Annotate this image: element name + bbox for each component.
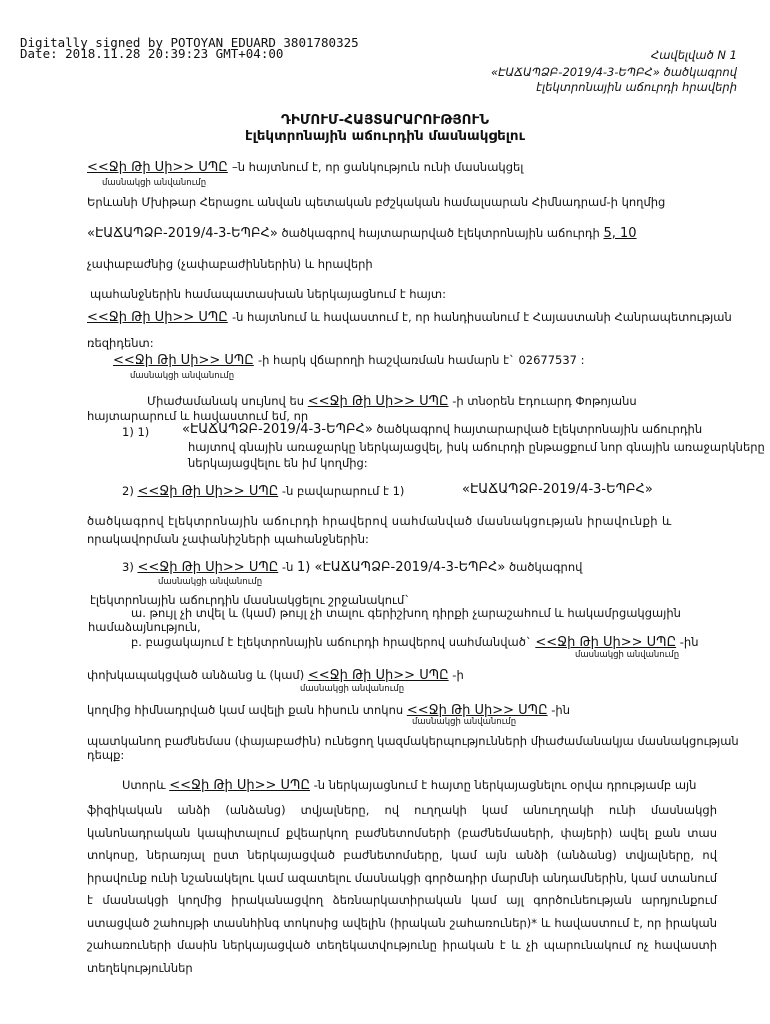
participant-caption: մասնակցի անվանումը — [130, 371, 235, 381]
item-3c-line: փոխկապակցված անձանց և (կամ) <<Ջի Թի Սի>> ՍՊԸ -ի — [87, 668, 464, 683]
participant-caption: մասնակցի անվանումը — [102, 178, 207, 188]
item-2-line-3: որակավորման չափանիշների պահանջներին: — [87, 532, 369, 546]
document-title: ԴԻՄՈՒՄ-ՀԱՅՏԱՐԱՐՈՒԹՅՈՒՆ — [281, 112, 489, 128]
item-3e-line-2: դեպք: — [87, 748, 125, 762]
item-3a-line-2: համաձայնություն, — [88, 620, 201, 634]
item-3-line: 3) <<Ջի Թի Սի>> ՍՊԸ -ն 1) «ԷԱՃԱՊՁԲ-2019/4-3-ԵՊԲՀ» ծածկագրով — [122, 560, 583, 575]
item-2-line-2: ծածկագրով էլեկտրոնային աճուրդի հրավերով սահմանված մասնակցության իրավունքի և — [87, 514, 672, 528]
organizer-line: Երևանի Մխիթար Հերացու անվան պետական բժշկական համալսարան Հիմնադրամ-ի կողմից — [87, 195, 666, 209]
item-3-line-2: էլեկտրոնային աճուրդին մասնակցելու շրջանակում` — [90, 593, 411, 607]
residency-line: <<Ջի Թի Սի>> ՍՊԸ -ն հայտնում և հավաստում է, որ հանդիսանում է Հայաստանի Հանրապետության — [87, 310, 732, 325]
tax-id-line: <<Ջի Թի Սի>> ՍՊԸ -ի հարկ վճարողի հաշվառման համարն է` 02677537 : — [113, 353, 585, 368]
item-2-line: 2) <<Ջի Թի Սի>> ՍՊԸ -ն բավարարում է 1) — [122, 484, 405, 499]
participant-caption: մասնակցի անվանումը — [575, 650, 680, 660]
beneficiary-paragraph: ֆիզիկական անձի (անձանց) տվյալները, ով ուղղակի կամ անուղղակի ունի մասնակցի կանոնադրական կապիտալում քվեարկող բաժնետոմսերի (բաժնեմասերի, փայերի) ավել քան տաս տոկոսը, ներառյալ ըստ ներկայացված բաժնետոմսերը, կամ այն անձի (անձանց) տվյալները, ով իրավունք ունի նշանակելու կամ ազատելու մասնակցի գործադիր մարմնի անդամներին, կամ ստանում է մասնակցի կողմից իրականացվող ձեռնարկատիրական կամ այլ գործունեության արդյունքում ստացված շահույթի տասնհինգ տոկոսից ավելին (իրական շահառուներ)* և հավաստում է, որ իրական շահառուների մասին ներկայացված տեղեկատվությունը իրական է և չի պարունակում ոչ հավաստի տեղեկություններ — [87, 803, 717, 975]
director-line: Միաժամանակ սույնով ես <<Ջի Թի Սի>> ՍՊԸ -ի տնօրեն Էդուարդ Փոթոյանս — [147, 394, 637, 409]
item-2-code: «ԷԱՃԱՊՁԲ-2019/4-3-ԵՊԲՀ» — [462, 482, 653, 497]
annex-number: Հավելված N 1 — [650, 48, 737, 62]
participant-caption: մասնակցի անվանումը — [158, 577, 263, 587]
beneficiary-line: Ստորև <<Ջի Թի Սի>> ՍՊԸ -ն ներկայացնում է հայտը ներկայացնելու օրվա դրությամբ այն — [122, 778, 697, 793]
signature-date: Date: 2018.11.28 20:39:23 GMT+04:00 — [20, 46, 284, 61]
item-1-line: «ԷԱՃԱՊՁԲ-2019/4-3-ԵՊԲՀ» ծածկագրով հայտարարված էլեկտրոնային աճուրդին — [182, 422, 703, 437]
item-1-number: 1) 1) — [122, 425, 150, 439]
item-1-line-3: ներկայացվելու են իմ կողմից: — [188, 456, 368, 470]
item-3e-line: պատկանող բաժնեմաս (փայաբաժին) ունեցող կազմակերպությունների միաժամանակյա մասնակցության — [87, 734, 739, 748]
participant-caption: մասնակցի անվանումը — [412, 717, 517, 727]
participant-caption: մասնակցի անվանումը — [300, 684, 405, 694]
item-3a-line: ա. թույլ չի տվել և (կամ) թույլ չի տալու գերիշխող դիրքի չարաշահում և հակամրցակցային — [131, 606, 681, 620]
signature-name: Digitally signed by POTOYAN EDUARD 3801780325 — [20, 35, 359, 50]
annex-subtitle: էլեկտրոնային աճուրդի հրավերի — [536, 80, 737, 94]
participant-name: <<Ջի Թի Սի>> ՍՊԸ –ն հայտնում է, որ ցանկություն ունի մասնակցել — [87, 160, 524, 175]
annex-reference: «ԷԱՃԱՊՁԲ-2019/4-3-ԵՊԲՀ» ծածկագրով — [490, 65, 737, 79]
item-1-line-2: հայտով գնային առաջարկը ներկայացվել, իսկ աճուրդի ընթացքում նոր գնային առաջարկները — [188, 440, 765, 454]
submission-line: պահանջներին համապատասխան ներկայացնում է հայտ: — [90, 287, 446, 301]
item-3b-line: բ. բացակայում է էլեկտրոնային աճուրդի հրավերով սահմանված` <<Ջի Թի Սի>> ՍՊԸ -ին — [131, 635, 699, 650]
director-line-2: հայտարարում և հավաստում եմ, որ — [87, 409, 309, 423]
item-3d-line: կողմից հիմնադրված կամ ավելի քան հիսուն տոկոս <<Ջի Թի Սի>> ՍՊԸ -ին — [87, 703, 570, 718]
document-subtitle: էլեկտրոնային աճուրդին մասնակցելու — [244, 128, 526, 144]
lots-line: չափաբաժնից (չափաբաժիններին) և հրավերի — [87, 257, 373, 271]
residency-line-2: ռեզիդենտ: — [87, 336, 154, 350]
auction-line: «ԷԱՃԱՊՁԲ-2019/4-3-ԵՊԲՀ» ծածկագրով հայտարարված էլեկտրոնային աճուրդի 5, 10 — [87, 226, 637, 241]
